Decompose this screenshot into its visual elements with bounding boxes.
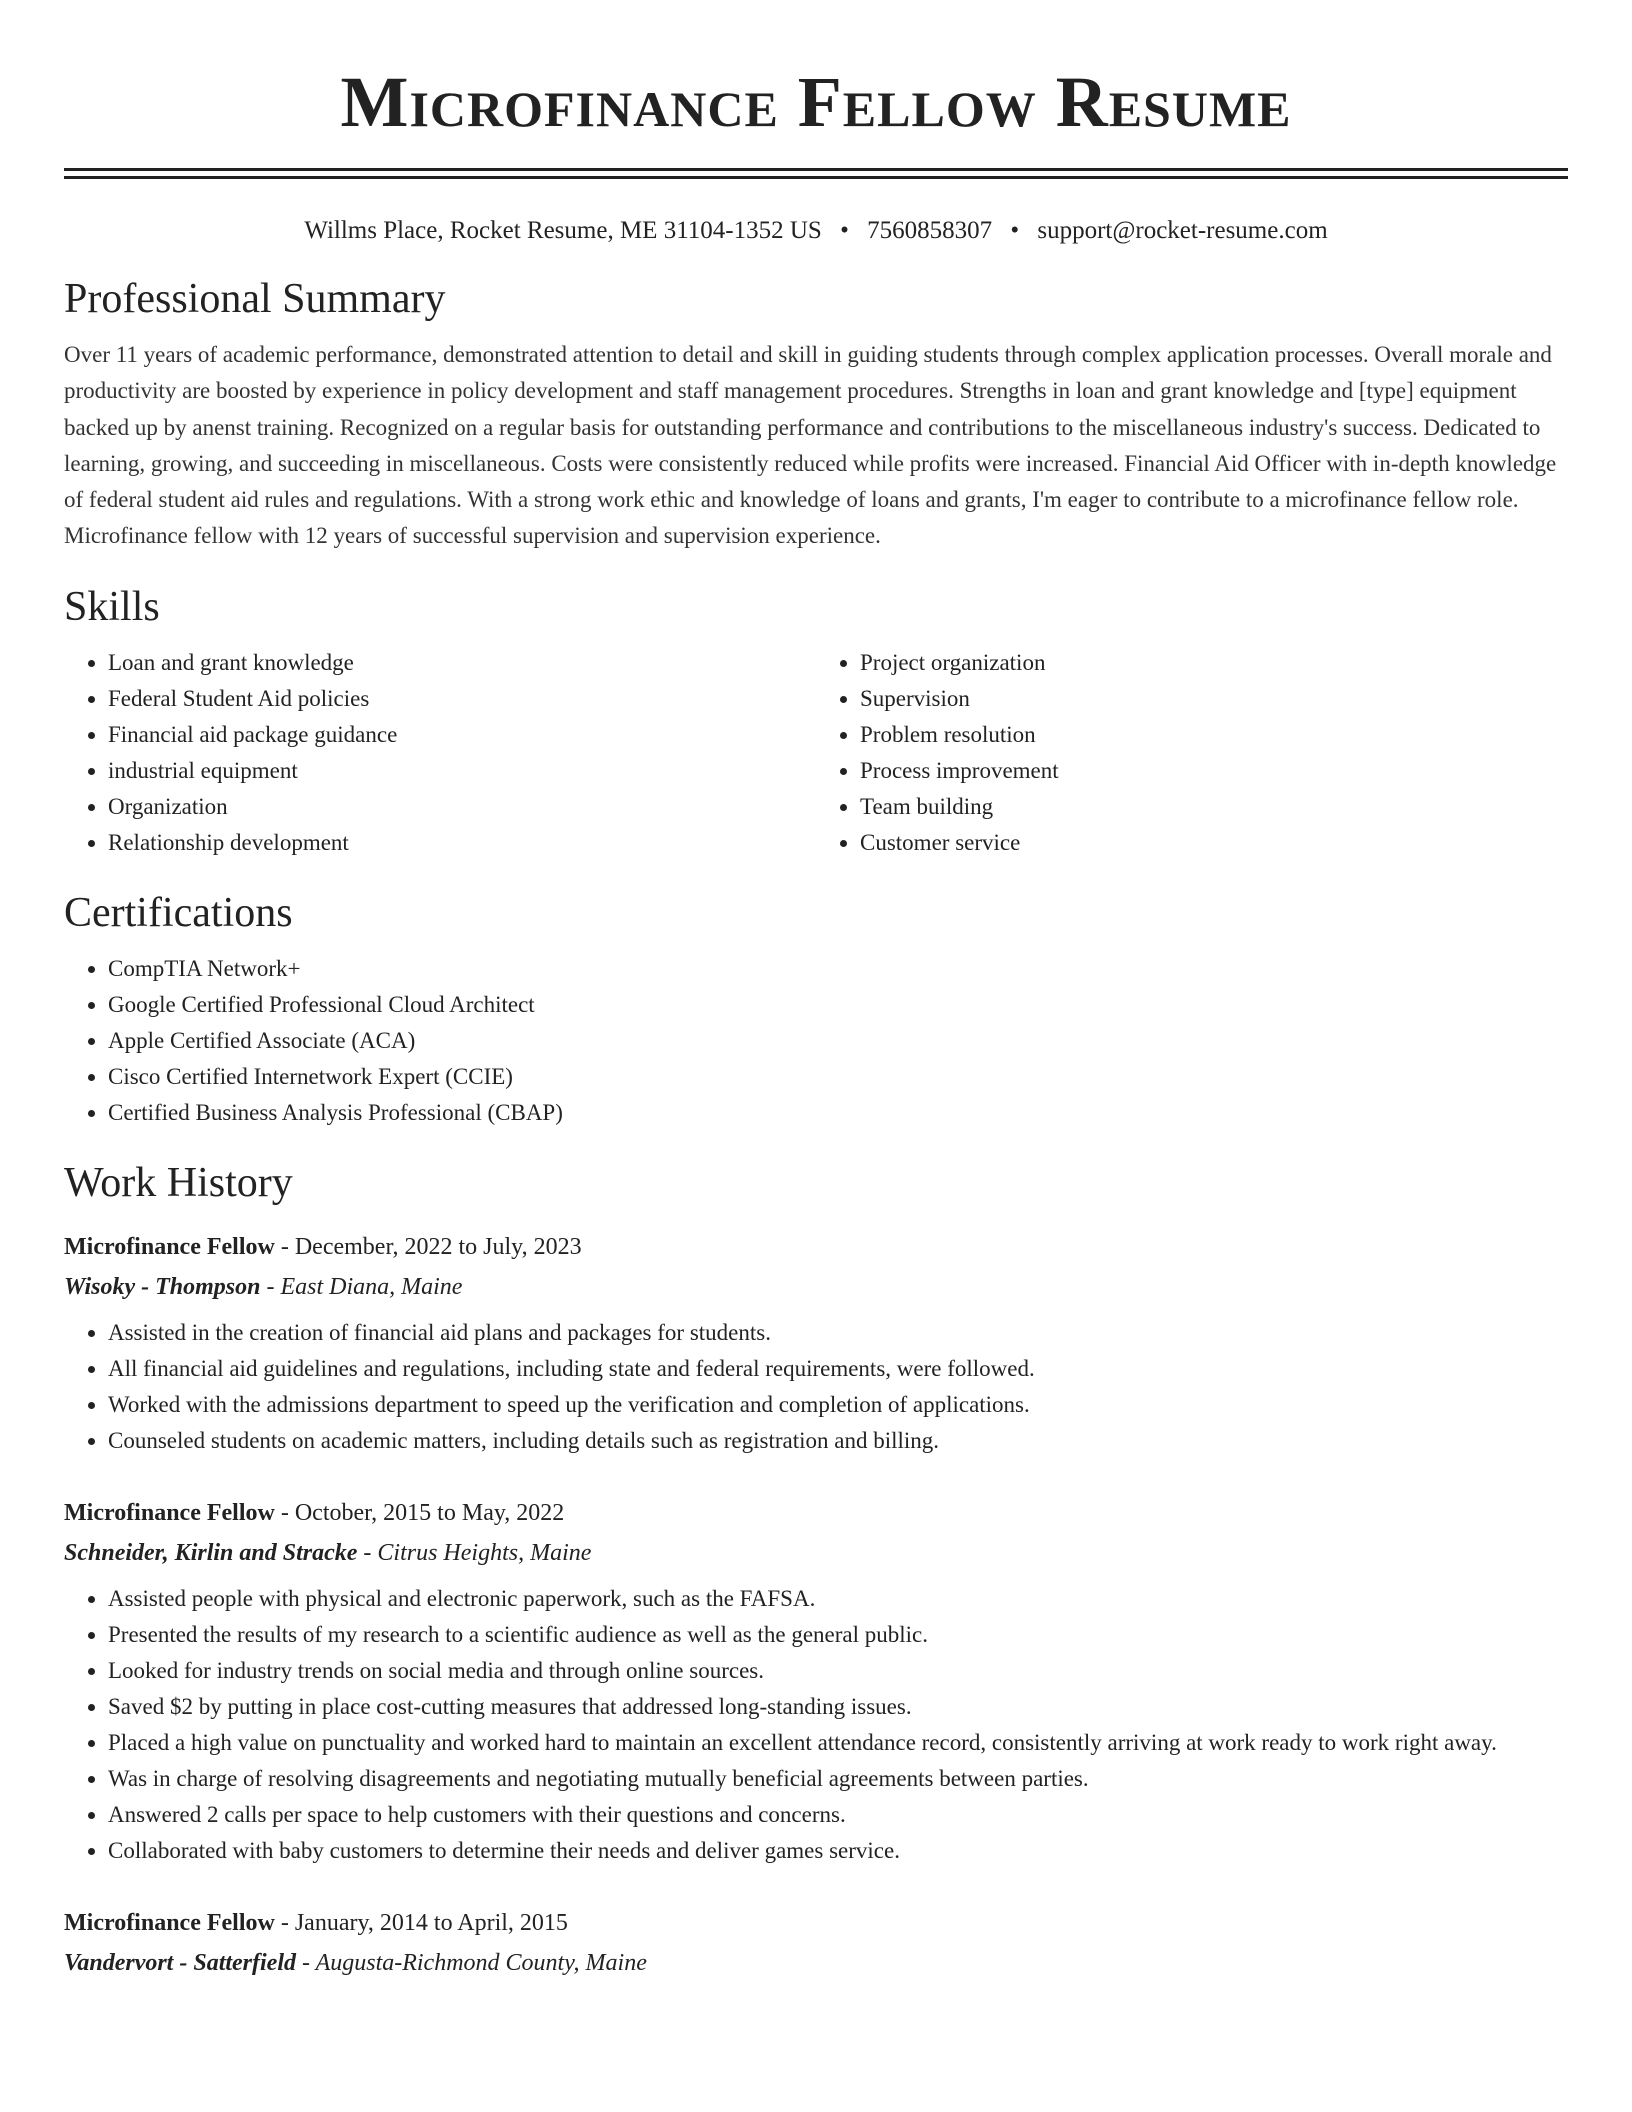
certification-item: • Google Certified Professional Cloud Architect bbox=[108, 987, 1568, 1023]
job-entry bbox=[64, 1493, 1568, 1869]
skill-item: • Process improvement bbox=[860, 753, 1568, 789]
job-bullet: • Looked for industry trends on social media and through online sources. bbox=[108, 1653, 1568, 1689]
job-title: Microfinance Fellow bbox=[64, 1233, 275, 1260]
job-company-line: Vandervort - Satterfield - Augusta-Richmond County, Maine bbox=[64, 1949, 647, 1976]
job-location: East Diana, Maine bbox=[280, 1273, 463, 1300]
certifications-heading: Certifications bbox=[64, 889, 293, 936]
skills-list-right bbox=[816, 645, 1568, 861]
skill-item: • Organization bbox=[108, 789, 816, 825]
title-divider-top bbox=[64, 168, 1568, 171]
job-title: Microfinance Fellow bbox=[64, 1909, 275, 1936]
job-bullet: • Presented the results of my research to a scientific audience as well as the general public. bbox=[108, 1617, 1568, 1653]
job-dates: October, 2015 to May, 2022 bbox=[294, 1499, 565, 1526]
certifications-list bbox=[64, 951, 1568, 1131]
job-bullet: • Was in charge of resolving disagreements and negotiating mutually beneficial agreements between parties. bbox=[108, 1761, 1568, 1797]
work-history-section bbox=[64, 1159, 1568, 1983]
job-entry bbox=[64, 1227, 1568, 1459]
skill-item: • Supervision bbox=[860, 681, 1568, 717]
skill-item: • industrial equipment bbox=[108, 753, 816, 789]
contact-phone: 7560858307 bbox=[867, 217, 993, 244]
job-bullet: • Answered 2 calls per space to help customers with their questions and concerns. bbox=[108, 1797, 1568, 1833]
contact-separator: • bbox=[840, 217, 849, 244]
job-title-line: Microfinance Fellow - December, 2022 to July, 2023 bbox=[64, 1233, 582, 1260]
job-bullets bbox=[64, 1581, 1568, 1869]
job-bullet: • Assisted people with physical and electronic paperwork, such as the FAFSA. bbox=[108, 1581, 1568, 1617]
summary-section bbox=[64, 275, 1568, 555]
skill-item: • Customer service bbox=[860, 825, 1568, 861]
contact-line bbox=[64, 215, 1568, 247]
contact-separator: • bbox=[1010, 217, 1020, 244]
skills-section bbox=[64, 583, 1568, 861]
job-company-line: Schneider, Kirlin and Stracke - Citrus Heights, Maine bbox=[64, 1539, 592, 1566]
job-dates: January, 2014 to April, 2015 bbox=[294, 1909, 568, 1936]
job-bullet: • Collaborated with baby customers to determine their needs and deliver games service. bbox=[108, 1833, 1568, 1869]
certification-item: • CompTIA Network+ bbox=[108, 951, 1568, 987]
job-bullet: • Saved $2 by putting in place cost-cutting measures that addressed long-standing issues. bbox=[108, 1689, 1568, 1725]
job-dates: December, 2022 to July, 2023 bbox=[294, 1233, 582, 1260]
job-company: Wisoky - Thompson bbox=[64, 1273, 261, 1300]
contact-email: support@rocket-resume.com bbox=[1037, 217, 1328, 244]
summary-heading: Professional Summary bbox=[64, 276, 446, 322]
job-location: Citrus Heights, Maine bbox=[377, 1539, 592, 1566]
title-divider-bottom bbox=[64, 176, 1568, 179]
skill-item: • Loan and grant knowledge bbox=[108, 645, 816, 681]
job-company-line: Wisoky - Thompson - East Diana, Maine bbox=[64, 1273, 463, 1300]
skill-item: • Relationship development bbox=[108, 825, 816, 861]
job-company: Schneider, Kirlin and Stracke bbox=[64, 1539, 358, 1566]
job-bullet: • Assisted in the creation of financial aid plans and packages for students. bbox=[108, 1315, 1568, 1351]
summary-text: Over 11 years of academic performance, demonstrated attention to detail and skill in guiding students through complex application processes. Overall morale and productivity are boosted by experience in policy development and staff management procedures. Strengths in loan and grant knowledge and [type] equipment backed up by anenst training. Recognized on a regular basis for outstanding performance and contributions to the miscellaneous industry's success. Dedicated to learning, growing, and succeeding in miscellaneous. Costs were consistently reduced while profits were increased. Financial Aid Officer with in-depth knowledge of federal student aid rules and regulations. With a strong work ethic and knowledge of loans and grants, I'm eager to contribute to a microfinance fellow role. Microfinance fellow with 12 years of successful supervision and supervision experience. bbox=[64, 342, 1557, 549]
job-bullets bbox=[64, 1315, 1568, 1459]
skills-heading: Skills bbox=[64, 583, 160, 630]
job-bullet: • Worked with the admissions department to speed up the verification and completion of applications. bbox=[108, 1387, 1568, 1423]
skills-columns bbox=[64, 645, 1568, 861]
skill-item: • Financial aid package guidance bbox=[108, 717, 816, 753]
job-entry bbox=[64, 1903, 1568, 1983]
page-title: Microfinance Fellow Resume bbox=[340, 62, 1292, 142]
job-location: Augusta-Richmond County, Maine bbox=[315, 1949, 647, 1976]
job-bullet: • Counseled students on academic matters, including details such as registration and billing. bbox=[108, 1423, 1568, 1459]
skill-item: • Federal Student Aid policies bbox=[108, 681, 816, 717]
work-history-heading: Work History bbox=[64, 1159, 293, 1206]
job-bullet: • All financial aid guidelines and regulations, including state and federal requirements, were followed. bbox=[108, 1351, 1568, 1387]
job-title-line: Microfinance Fellow - January, 2014 to April, 2015 bbox=[64, 1909, 568, 1936]
skill-item: • Team building bbox=[860, 789, 1568, 825]
job-title-line: Microfinance Fellow - October, 2015 to May, 2022 bbox=[64, 1499, 565, 1526]
certifications-section bbox=[64, 889, 1568, 1131]
contact-address: Willms Place, Rocket Resume, ME 31104-1352 US bbox=[304, 217, 822, 244]
skill-item: • Problem resolution bbox=[860, 717, 1568, 753]
certification-item: • Certified Business Analysis Professional (CBAP) bbox=[108, 1095, 1568, 1131]
certification-item: • Cisco Certified Internetwork Expert (CCIE) bbox=[108, 1059, 1568, 1095]
job-title: Microfinance Fellow bbox=[64, 1499, 275, 1526]
skills-list-left bbox=[64, 645, 816, 861]
job-bullet: • Placed a high value on punctuality and worked hard to maintain an excellent attendance record, consistently arriving at work ready to work right away. bbox=[108, 1725, 1568, 1761]
skill-item: • Project organization bbox=[860, 645, 1568, 681]
certification-item: • Apple Certified Associate (ACA) bbox=[108, 1023, 1568, 1059]
job-company: Vandervort - Satterfield bbox=[64, 1949, 296, 1976]
